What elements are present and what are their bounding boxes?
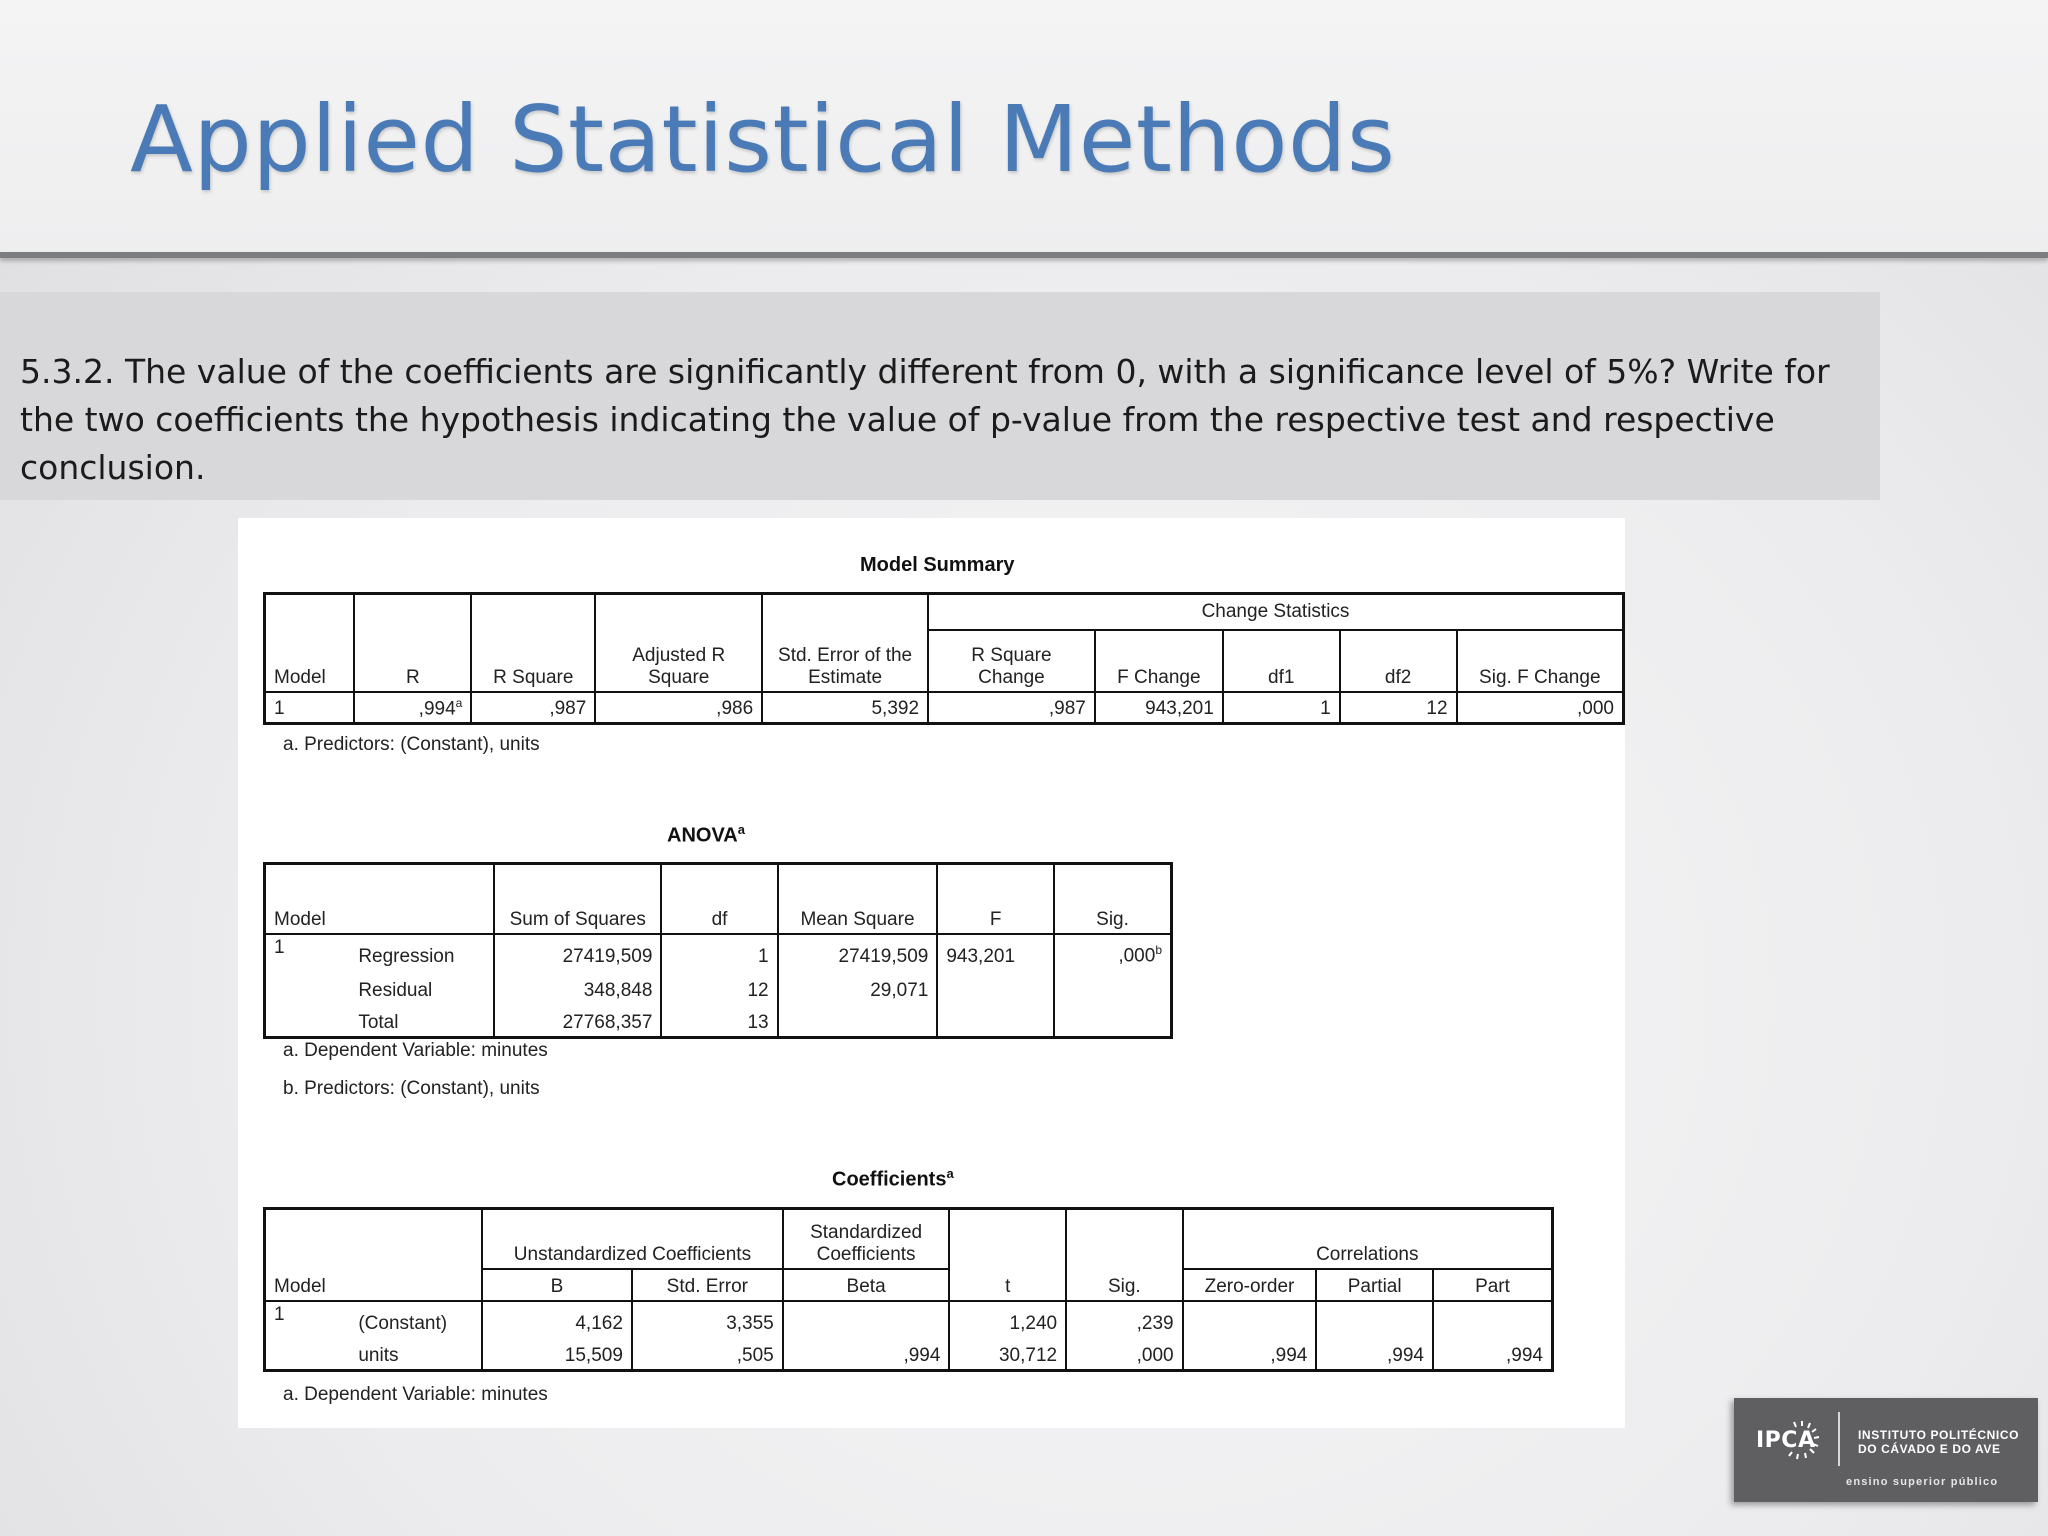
question-text: 5.3.2. The value of the coefficients are significantly different from 0, with a significance level of 5%? Write for the two coefficients the hypothesis indicating the value of p-value from the respective test and respective conclusion.: [20, 352, 1830, 487]
anova-footnote-b: b. Predictors: (Constant), units: [283, 1078, 540, 1099]
logo-institution-line1: INSTITUTO POLITÉCNICO: [1858, 1428, 2020, 1442]
ms-header-df2: df2: [1340, 630, 1457, 692]
anova-header-sig: Sig.: [1054, 864, 1171, 934]
anova-cell-sig: ,000$^b$: [1054, 934, 1171, 970]
anova-header-f: F: [937, 864, 1054, 934]
coef-row-label: units: [350, 1337, 482, 1371]
anova-cell-df: 1: [661, 934, 777, 970]
anova-cell-model: 1: [265, 934, 351, 1038]
coef-header-zero-order: Zero-order: [1183, 1269, 1317, 1301]
coef-cell-partial: ,994: [1316, 1337, 1433, 1371]
anova-cell-df: 13: [661, 1004, 777, 1038]
coef-row-label: (Constant): [350, 1301, 482, 1337]
table-row: [265, 1004, 1172, 1038]
coefficients-title: Coefficients$^a$: [832, 1166, 954, 1191]
coef-header-unstandardized: Unstandardized Coefficients: [482, 1209, 783, 1269]
coef-header-part: Part: [1433, 1269, 1553, 1301]
ms-header-change-statistics: Change Statistics: [928, 594, 1623, 630]
slide-title: Applied Statistical Methods: [130, 86, 1396, 193]
coef-cell-sig: ,239: [1066, 1301, 1182, 1337]
coef-cell-t: 30,712: [949, 1337, 1066, 1371]
ms-header-f-change: F Change: [1095, 630, 1223, 692]
coef-cell-b: 4,162: [482, 1301, 632, 1337]
coef-header-partial: Partial: [1316, 1269, 1433, 1301]
coef-footnote-a: a. Dependent Variable: minutes: [283, 1384, 548, 1405]
ms-cell-sig-f-change: ,000: [1457, 692, 1624, 724]
coef-cell-b: 15,509: [482, 1337, 632, 1371]
coefficients-table: [263, 1207, 1554, 1372]
coef-header-model: Model: [265, 1209, 351, 1301]
anova-cell-f: 943,201: [937, 934, 1054, 970]
anova-cell-sig: [1054, 970, 1171, 1004]
ms-cell-r-square: ,987: [471, 692, 595, 724]
anova-row-label: Total: [350, 1004, 494, 1038]
table-row: [265, 692, 1624, 724]
coef-cell-std-error: 3,355: [632, 1301, 783, 1337]
coef-cell-sig: ,000: [1066, 1337, 1182, 1371]
table-row: [265, 1301, 1553, 1337]
title-divider: [0, 252, 2048, 258]
anova-cell-ms: 29,071: [778, 970, 938, 1004]
ms-header-df1: df1: [1223, 630, 1340, 692]
anova-cell-ss: 348,848: [494, 970, 661, 1004]
coef-header-correlations: Correlations: [1183, 1209, 1553, 1269]
ms-header-r: R: [354, 594, 471, 692]
ms-header-std-error: Std. Error of the Estimate: [762, 594, 928, 692]
ms-header-model: Model: [265, 594, 355, 692]
table-row: [265, 1337, 1553, 1371]
anova-row-label: Regression: [350, 934, 494, 970]
ipca-logo-mark: [1756, 1428, 1815, 1453]
anova-cell-sig: [1054, 1004, 1171, 1038]
model-summary-title: Model Summary: [860, 554, 1015, 576]
coef-header-sig: Sig.: [1066, 1209, 1182, 1301]
anova-row-label: Residual: [350, 970, 494, 1004]
anova-cell-ms: [778, 1004, 938, 1038]
anova-header-sum-of-squares: Sum of Squares: [494, 864, 661, 934]
ms-cell-r-square-change: ,987: [928, 692, 1095, 724]
anova-cell-ms: 27419,509: [778, 934, 938, 970]
anova-cell-f: [937, 1004, 1054, 1038]
ms-footnote-a: a. Predictors: (Constant), units: [283, 734, 540, 755]
ms-header-r-square-change: R Square Change: [928, 630, 1095, 692]
ms-cell-r: ,994$^a$: [354, 692, 471, 724]
ms-header-sig-f-change: Sig. F Change: [1457, 630, 1624, 692]
anova-footnote-a: a. Dependent Variable: minutes: [283, 1040, 548, 1061]
anova-header-mean-square: Mean Square: [778, 864, 938, 934]
model-summary-table: [263, 592, 1625, 725]
anova-cell-f: [937, 970, 1054, 1004]
ms-cell-df1: 1: [1223, 692, 1340, 724]
ms-cell-model: 1: [265, 692, 355, 724]
coef-cell-zero-order: ,994: [1183, 1337, 1317, 1371]
coef-header-t: t: [949, 1209, 1066, 1301]
coef-cell-model: 1: [265, 1301, 351, 1371]
anova-cell-ss: 27768,357: [494, 1004, 661, 1038]
logo-divider: [1838, 1412, 1840, 1466]
coef-cell-beta: [783, 1301, 950, 1337]
table-row: [265, 970, 1172, 1004]
ms-cell-std-error: 5,392: [762, 692, 928, 724]
anova-cell-df: 12: [661, 970, 777, 1004]
coef-cell-std-error: ,505: [632, 1337, 783, 1371]
coef-cell-beta: ,994: [783, 1337, 950, 1371]
logo-tagline: ensino superior público: [1846, 1476, 1999, 1488]
coef-cell-zero-order: [1183, 1301, 1317, 1337]
ms-header-r-square: R Square: [471, 594, 595, 692]
ms-cell-f-change: 943,201: [1095, 692, 1223, 724]
table-row: [265, 934, 1172, 970]
coef-header-beta: Beta: [783, 1269, 950, 1301]
ms-cell-adj-r-square: ,986: [595, 692, 762, 724]
coef-cell-part: [1433, 1301, 1553, 1337]
coef-cell-part: ,994: [1433, 1337, 1553, 1371]
coef-header-b: B: [482, 1269, 632, 1301]
coef-cell-t: 1,240: [949, 1301, 1066, 1337]
anova-title: ANOVA$^a$: [667, 822, 745, 847]
anova-table: [263, 862, 1173, 1039]
anova-header-model: Model: [265, 864, 351, 934]
logo-institution-line2: DO CÁVADO E DO AVE: [1858, 1442, 2001, 1456]
coef-header-standardized: Standardized Coefficients: [783, 1209, 950, 1269]
anova-header-df: df: [661, 864, 777, 934]
ipca-logo: [1734, 1398, 2038, 1502]
coef-cell-partial: [1316, 1301, 1433, 1337]
anova-cell-ss: 27419,509: [494, 934, 661, 970]
ms-cell-df2: 12: [1340, 692, 1457, 724]
coef-header-std-error: Std. Error: [632, 1269, 783, 1301]
ms-header-adj-r-square: Adjusted R Square: [595, 594, 762, 692]
ipca-logo-text: IPCA: [1756, 1428, 1816, 1453]
